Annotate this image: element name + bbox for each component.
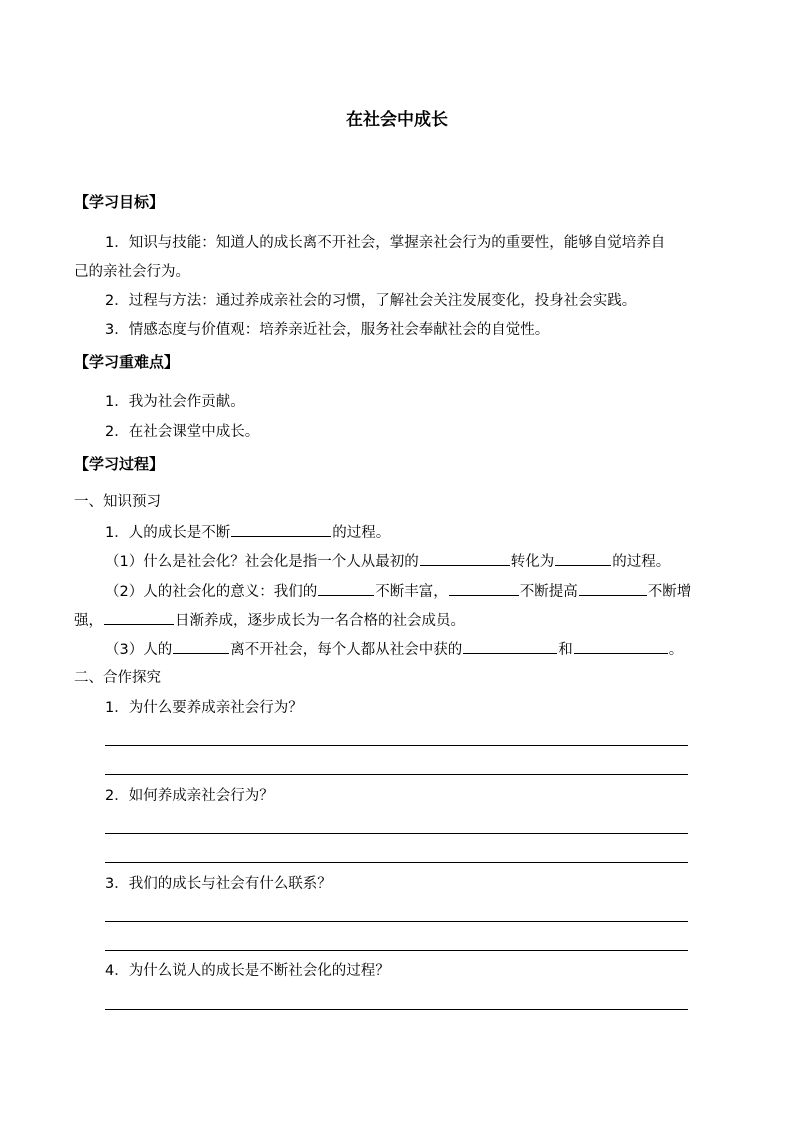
- fill-blank[interactable]: [463, 638, 557, 654]
- fill-blank[interactable]: [231, 521, 331, 537]
- text: 的过程。: [612, 554, 671, 570]
- key-point-item-2: 2．在社会课堂中成长。: [105, 424, 260, 440]
- preview-sub-question-2-cont: [74, 609, 465, 631]
- objective-item-2: 2．过程与方法：通过养成亲社会的习惯，了解社会关注发展变化，投身社会实践。: [105, 293, 637, 309]
- objectives-heading: 【学习目标】: [74, 193, 165, 211]
- preview-sub-question-3: [105, 638, 683, 660]
- answer-line[interactable]: [105, 774, 688, 775]
- text: 不断丰富，: [375, 584, 448, 600]
- text: 不断提高: [519, 584, 578, 600]
- fill-blank[interactable]: [555, 550, 611, 566]
- fill-blank[interactable]: [574, 638, 668, 654]
- text: 强，: [74, 613, 103, 629]
- answer-line[interactable]: [105, 921, 688, 922]
- preview-heading: 一、知识预习: [74, 494, 161, 510]
- text: 转化为: [510, 554, 555, 570]
- objective-item-1-line-2: 己的亲社会行为。: [74, 264, 190, 280]
- preview-sub-question-1: [105, 550, 670, 572]
- text: 的过程。: [332, 525, 391, 541]
- page-title: 在社会中成长: [346, 110, 448, 130]
- text: 离不开社会，每个人都从社会中获的: [230, 642, 463, 658]
- process-heading: 【学习过程】: [74, 455, 165, 473]
- fill-blank[interactable]: [420, 550, 510, 566]
- text: 日渐养成，逐步成长为一名合格的社会成员。: [175, 613, 465, 629]
- text: 和: [558, 642, 573, 658]
- preview-sub-question-2: [105, 580, 691, 602]
- explore-heading: 二、合作探究: [74, 670, 161, 686]
- text: 不断增: [647, 584, 692, 600]
- fill-blank[interactable]: [579, 580, 647, 596]
- answer-line[interactable]: [105, 1009, 688, 1010]
- answer-line[interactable]: [105, 862, 688, 863]
- key-points-heading: 【学习重难点】: [74, 353, 180, 371]
- fill-blank[interactable]: [318, 580, 374, 596]
- fill-blank[interactable]: [449, 580, 519, 596]
- answer-line[interactable]: [105, 833, 688, 834]
- text: （3）人的: [105, 642, 173, 658]
- objective-item-3: 3．情感态度与价值观：培养亲近社会，服务社会奉献社会的自觉性。: [105, 322, 550, 338]
- explore-question-1: 1．为什么要养成亲社会行为？: [105, 700, 303, 716]
- explore-question-3: 3．我们的成长与社会有什么联系？: [105, 876, 332, 892]
- text: 1．人的成长是不断: [105, 525, 231, 541]
- text: （1）什么是社会化？社会化是指一个人从最初的: [105, 554, 419, 570]
- objective-item-1-line-1: 1．知识与技能：知道人的成长离不开社会，掌握亲社会行为的重要性，能够自觉培养自: [105, 235, 666, 251]
- key-point-item-1: 1．我为社会作贡献。: [105, 394, 245, 410]
- answer-line[interactable]: [105, 745, 688, 746]
- answer-line[interactable]: [105, 950, 688, 951]
- text: （2）人的社会化的意义：我们的: [105, 584, 318, 600]
- preview-question-1: [105, 521, 390, 543]
- text: 。: [668, 642, 684, 658]
- fill-blank[interactable]: [173, 638, 229, 654]
- explore-question-2: 2．如何养成亲社会行为？: [105, 788, 274, 804]
- fill-blank[interactable]: [104, 609, 174, 625]
- explore-question-4: 4．为什么说人的成长是不断社会化的过程？: [105, 963, 390, 979]
